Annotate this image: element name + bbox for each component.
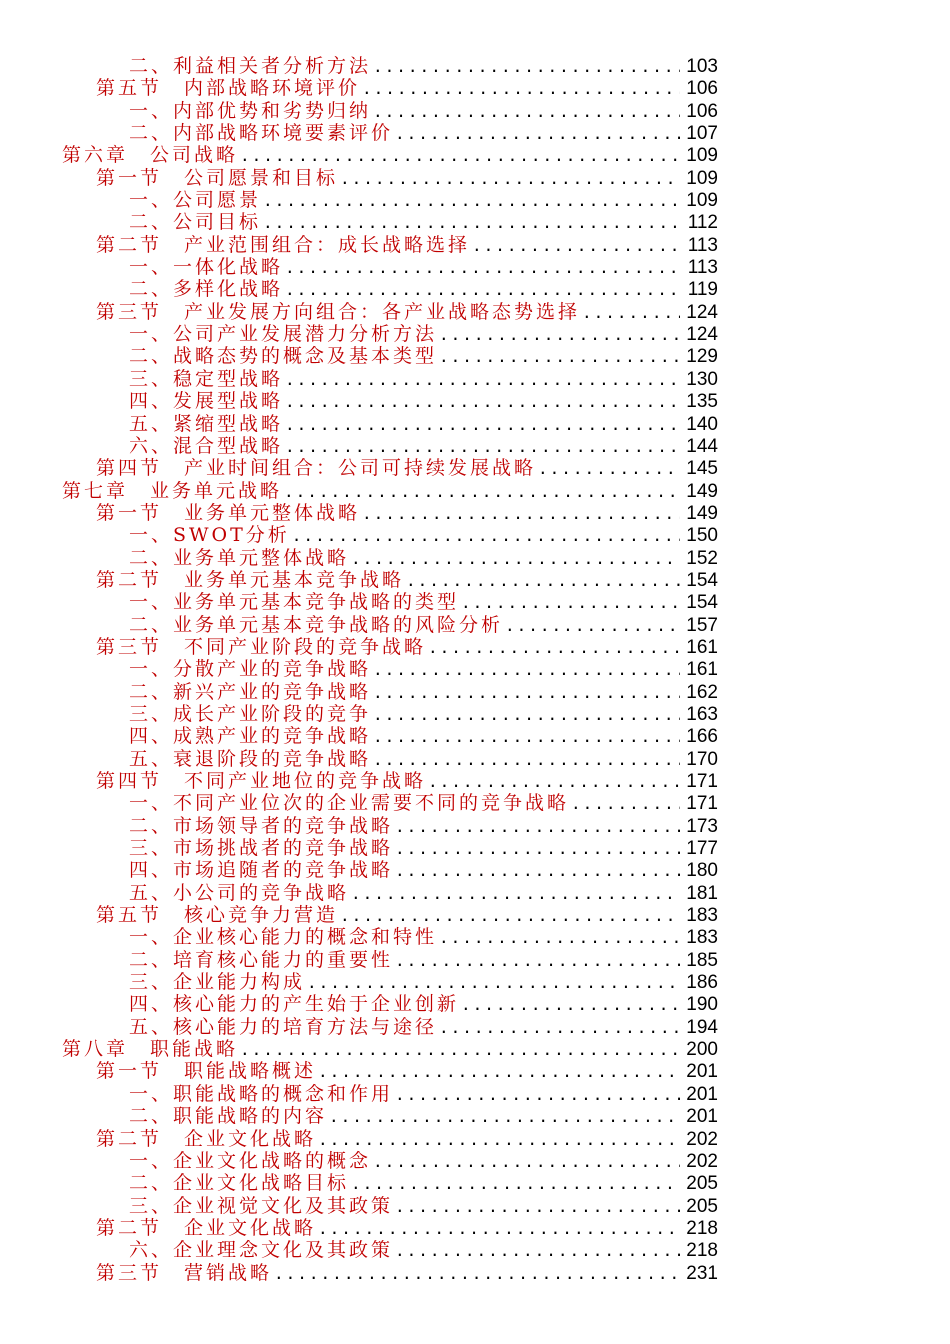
toc-entry-title: 三、稳定型战略 bbox=[129, 367, 284, 390]
toc-entry-page-number: 119 bbox=[687, 279, 718, 301]
toc-entry-link[interactable] bbox=[129, 100, 718, 122]
toc-entry-page-number: 161 bbox=[686, 636, 718, 658]
toc-entry-link[interactable] bbox=[96, 1128, 718, 1150]
toc-entry-page-number: 149 bbox=[686, 502, 718, 524]
toc-entry-item bbox=[0, 1150, 950, 1172]
toc-dot-leader bbox=[362, 78, 680, 100]
toc-entry-item bbox=[0, 837, 950, 859]
toc-entry-section bbox=[0, 234, 950, 256]
toc-entry-title: 二、业务单元整体战略 bbox=[129, 546, 350, 569]
toc-entry-item bbox=[0, 748, 950, 770]
toc-entry-link[interactable] bbox=[129, 323, 718, 345]
toc-entry-item bbox=[0, 614, 950, 636]
toc-entry-title: 二、业务单元基本竞争战略的风险分析 bbox=[129, 613, 504, 636]
toc-entry-page-number: 162 bbox=[686, 681, 718, 703]
toc-entry-link[interactable] bbox=[129, 591, 718, 613]
toc-entry-item bbox=[0, 413, 950, 435]
toc-dot-leader bbox=[318, 1129, 680, 1151]
toc-entry-link[interactable] bbox=[129, 524, 718, 546]
toc-entry-link[interactable] bbox=[129, 547, 718, 569]
toc-dot-leader bbox=[395, 1196, 680, 1218]
toc-entry-title: 二、多样化战略 bbox=[129, 278, 284, 301]
toc-entry-title: 第二节 企业文化战略 bbox=[96, 1127, 317, 1150]
toc-dot-leader bbox=[318, 1218, 680, 1240]
toc-entry-title: 第一节 业务单元整体战略 bbox=[96, 501, 361, 524]
toc-dot-leader bbox=[318, 1061, 680, 1083]
toc-entry-title: 第二节 业务单元基本竞争战略 bbox=[96, 568, 405, 591]
toc-entry-item bbox=[0, 122, 950, 144]
toc-entry-link[interactable] bbox=[129, 1105, 718, 1127]
toc-entry-link[interactable] bbox=[129, 1016, 718, 1038]
toc-entry-title: 第八章 职能战略 bbox=[62, 1038, 239, 1061]
toc-entry-page-number: 157 bbox=[686, 614, 718, 636]
toc-entry-page-number: 171 bbox=[686, 771, 718, 792]
toc-entry-page-number: 109 bbox=[686, 167, 718, 189]
toc-entry-section bbox=[0, 502, 950, 524]
toc-entry-page-number: 194 bbox=[686, 1016, 718, 1038]
toc-entry-link[interactable] bbox=[129, 1150, 718, 1172]
toc-entry-link[interactable] bbox=[129, 949, 718, 971]
toc-entry-title: 一、公司愿景 bbox=[129, 189, 262, 212]
toc-entry-link[interactable] bbox=[96, 1060, 718, 1082]
toc-dot-leader bbox=[285, 436, 680, 458]
toc-entry-item bbox=[0, 524, 950, 546]
toc-entry-item bbox=[0, 971, 950, 993]
toc-entry-link[interactable] bbox=[96, 301, 718, 323]
toc-entry-page-number: 103 bbox=[686, 56, 718, 77]
toc-entry-link[interactable] bbox=[129, 993, 718, 1015]
toc-entry-link[interactable] bbox=[129, 748, 718, 770]
toc-entry-page-number: 113 bbox=[687, 234, 718, 256]
toc-dot-leader bbox=[263, 190, 680, 212]
toc-entry-item bbox=[0, 815, 950, 837]
toc-dot-leader bbox=[285, 257, 680, 279]
toc-entry-page-number: 130 bbox=[686, 368, 718, 390]
toc-entry-title: 四、市场追随者的竞争战略 bbox=[129, 859, 394, 882]
toc-entry-section bbox=[0, 301, 950, 323]
toc-dot-leader bbox=[395, 950, 680, 972]
toc-entry-page-number: 201 bbox=[686, 1061, 718, 1083]
toc-entry-title: 二、利益相关者分析方法 bbox=[129, 55, 372, 77]
toc-entry-section bbox=[0, 457, 950, 479]
toc-entry-page-number: 186 bbox=[686, 972, 718, 994]
toc-entry-link[interactable] bbox=[129, 55, 718, 77]
toc-entry-link[interactable] bbox=[96, 770, 718, 792]
toc-entry-item bbox=[0, 703, 950, 725]
toc-entry-item bbox=[0, 993, 950, 1015]
toc-entry-chapter bbox=[0, 1038, 950, 1060]
toc-dot-leader bbox=[340, 905, 680, 927]
toc-entry-page-number: 202 bbox=[686, 1128, 718, 1150]
toc-dot-leader bbox=[284, 481, 680, 503]
toc-dot-leader bbox=[329, 1106, 680, 1128]
toc-entry-title: 三、企业能力构成 bbox=[129, 971, 306, 994]
toc-entry-page-number: 150 bbox=[686, 525, 718, 547]
toc-entry-link[interactable] bbox=[129, 1083, 718, 1105]
toc-entry-link[interactable] bbox=[129, 435, 718, 457]
toc-entry-title: 第四节 产业时间组合：公司可持续发展战略 bbox=[96, 457, 537, 480]
toc-dot-leader bbox=[505, 615, 680, 637]
toc-entry-link[interactable] bbox=[129, 256, 718, 278]
toc-dot-leader bbox=[439, 346, 680, 368]
toc-entry-title: 二、公司目标 bbox=[129, 211, 262, 234]
toc-entry-link[interactable] bbox=[96, 1217, 718, 1239]
toc-entry-section bbox=[0, 77, 950, 99]
toc-entry-link[interactable] bbox=[129, 345, 718, 367]
toc-dot-leader bbox=[395, 860, 680, 882]
toc-entry-page-number: 205 bbox=[686, 1195, 718, 1217]
toc-entry-page-number: 201 bbox=[686, 1083, 718, 1105]
toc-entry-item bbox=[0, 1172, 950, 1194]
toc-entry-page-number: 109 bbox=[686, 145, 718, 167]
toc-entry-link[interactable] bbox=[129, 725, 718, 747]
toc-dot-leader bbox=[362, 503, 680, 525]
toc-entry-link[interactable] bbox=[129, 971, 718, 993]
toc-entry-item bbox=[0, 681, 950, 703]
toc-entry-item bbox=[0, 256, 950, 278]
toc-entry-link[interactable] bbox=[129, 792, 718, 814]
toc-entry-page-number: 154 bbox=[686, 569, 718, 591]
toc-entry-page-number: 163 bbox=[686, 703, 718, 725]
toc-entry-section bbox=[0, 1262, 950, 1284]
toc-entry-title: 六、企业理念文化及其政策 bbox=[129, 1239, 394, 1262]
toc-entry-link[interactable] bbox=[129, 703, 718, 725]
toc-dot-leader bbox=[285, 369, 680, 391]
toc-entry-link[interactable] bbox=[129, 658, 718, 680]
toc-dot-leader bbox=[439, 927, 680, 949]
toc-entry-page-number: 180 bbox=[686, 860, 718, 882]
toc-entry-page-number: 183 bbox=[686, 905, 718, 927]
toc-entry-title: 一、企业核心能力的概念和特性 bbox=[129, 926, 438, 949]
toc-entry-link[interactable] bbox=[96, 77, 718, 99]
toc-entry-chapter bbox=[0, 144, 950, 166]
toc-entry-item bbox=[0, 1239, 950, 1261]
toc-entry-title: 一、SWOT分析 bbox=[129, 524, 290, 547]
toc-dot-leader bbox=[395, 123, 680, 145]
toc-entry-title: 三、成长产业阶段的竞争 bbox=[129, 702, 372, 725]
toc-entry-section bbox=[0, 1060, 950, 1082]
toc-entry-page-number: 129 bbox=[686, 346, 718, 368]
toc-entry-title: 二、新兴产业的竞争战略 bbox=[129, 680, 372, 703]
toc-entry-title: 二、培育核心能力的重要性 bbox=[129, 948, 394, 971]
toc-dot-leader bbox=[538, 458, 680, 480]
toc-entry-page-number: 112 bbox=[687, 212, 718, 234]
toc-entry-title: 二、职能战略的内容 bbox=[129, 1105, 328, 1128]
toc-entry-item bbox=[0, 323, 950, 345]
toc-entry-item bbox=[0, 1105, 950, 1127]
toc-entry-title: 四、发展型战略 bbox=[129, 390, 284, 413]
toc-dot-leader bbox=[472, 235, 680, 257]
toc-entry-title: 一、职能战略的概念和作用 bbox=[129, 1082, 394, 1105]
toc-entry-page-number: 200 bbox=[686, 1039, 718, 1061]
toc-dot-leader bbox=[373, 56, 680, 78]
toc-entry-link[interactable] bbox=[129, 278, 718, 300]
toc-dot-leader bbox=[373, 1151, 680, 1173]
toc-entry-page-number: 183 bbox=[686, 927, 718, 949]
toc-entry-page-number: 145 bbox=[686, 458, 718, 480]
toc-dot-leader bbox=[285, 279, 680, 301]
toc-dot-leader bbox=[373, 101, 680, 123]
toc-entry-page-number: 185 bbox=[686, 949, 718, 971]
toc-entry-page-number: 135 bbox=[686, 391, 718, 413]
toc-entry-item bbox=[0, 792, 950, 814]
toc-entry-title: 一、一体化战略 bbox=[129, 256, 284, 279]
toc-entry-link[interactable] bbox=[129, 122, 718, 144]
toc-dot-leader bbox=[461, 592, 680, 614]
toc-entry-page-number: 218 bbox=[686, 1240, 718, 1262]
toc-dot-leader bbox=[395, 816, 680, 838]
toc-entry-title: 第四节 不同产业地位的竞争战略 bbox=[96, 770, 427, 792]
toc-entry-section bbox=[0, 1128, 950, 1150]
toc-entry-section bbox=[0, 1217, 950, 1239]
toc-dot-leader bbox=[351, 1173, 680, 1195]
toc-entry-title: 一、企业文化战略的概念 bbox=[129, 1149, 372, 1172]
toc-entry-page-number: 202 bbox=[686, 1150, 718, 1172]
toc-dot-leader bbox=[582, 302, 680, 324]
toc-entry-link[interactable] bbox=[129, 882, 718, 904]
toc-entry-link[interactable] bbox=[129, 1172, 718, 1194]
toc-dot-leader bbox=[263, 212, 680, 234]
toc-entry-item bbox=[0, 1195, 950, 1217]
toc-entry-item bbox=[0, 390, 950, 412]
toc-entry-item bbox=[0, 189, 950, 211]
toc-entry-item bbox=[0, 55, 950, 77]
toc-entry-link[interactable] bbox=[129, 189, 718, 211]
toc-entry-title: 第三节 产业发展方向组合：各产业战略态势选择 bbox=[96, 300, 581, 323]
toc-entry-title: 三、企业视觉文化及其政策 bbox=[129, 1194, 394, 1217]
toc-entry-link[interactable] bbox=[96, 234, 718, 256]
toc-dot-leader bbox=[285, 414, 680, 436]
toc-entry-link[interactable] bbox=[129, 681, 718, 703]
toc-entry-item bbox=[0, 435, 950, 457]
toc-entry-page-number: 154 bbox=[686, 592, 718, 614]
toc-dot-leader bbox=[406, 570, 680, 592]
toc-entry-page-number: 106 bbox=[686, 100, 718, 122]
toc-entry-page-number: 113 bbox=[687, 257, 718, 279]
toc-entry-link[interactable] bbox=[129, 815, 718, 837]
toc-entry-link[interactable] bbox=[129, 1239, 718, 1261]
toc-entry-page-number: 106 bbox=[686, 78, 718, 100]
toc-entry-title: 五、衰退阶段的竞争战略 bbox=[129, 747, 372, 770]
toc-dot-leader bbox=[571, 793, 680, 815]
toc-entry-page-number: 109 bbox=[686, 190, 718, 212]
toc-entry-title: 五、紧缩型战略 bbox=[129, 412, 284, 435]
toc-entry-page-number: 181 bbox=[686, 882, 718, 904]
toc-entry-item bbox=[0, 658, 950, 680]
toc-dot-leader bbox=[428, 637, 680, 659]
toc-dot-leader bbox=[373, 749, 680, 771]
toc-entry-link[interactable] bbox=[129, 926, 718, 948]
toc-entry-title: 第七章 业务单元战略 bbox=[62, 479, 283, 502]
toc-dot-leader bbox=[428, 771, 680, 793]
toc-entry-title: 一、业务单元基本竞争战略的类型 bbox=[129, 591, 460, 614]
toc-entry-title: 第五节 核心竞争力营造 bbox=[96, 904, 339, 927]
toc-entry-item bbox=[0, 368, 950, 390]
toc-entry-section bbox=[0, 167, 950, 189]
toc-entry-title: 五、小公司的竞争战略 bbox=[129, 881, 350, 904]
toc-entry-link[interactable] bbox=[129, 1195, 718, 1217]
toc-entry-item bbox=[0, 949, 950, 971]
toc-entry-title: 四、核心能力的产生始于企业创新 bbox=[129, 993, 460, 1016]
toc-entry-page-number: 149 bbox=[686, 480, 718, 502]
toc-entry-item bbox=[0, 725, 950, 747]
toc-dot-leader bbox=[373, 659, 680, 681]
toc-entry-link[interactable] bbox=[129, 614, 718, 636]
toc-entry-title: 六、混合型战略 bbox=[129, 434, 284, 457]
toc-entry-title: 三、市场挑战者的竞争战略 bbox=[129, 837, 394, 860]
toc-entry-item bbox=[0, 1083, 950, 1105]
toc-entry-item bbox=[0, 1016, 950, 1038]
toc-entry-title: 五、核心能力的培育方法与途径 bbox=[129, 1015, 438, 1038]
toc-entry-link[interactable] bbox=[96, 457, 718, 479]
toc-entry-title: 第一节 公司愿景和目标 bbox=[96, 166, 339, 189]
toc-entry-link[interactable] bbox=[96, 502, 718, 524]
toc-entry-item bbox=[0, 345, 950, 367]
toc-entry-link[interactable] bbox=[129, 368, 718, 390]
toc-entry-link[interactable] bbox=[96, 1262, 718, 1284]
toc-dot-leader bbox=[351, 548, 680, 570]
toc-entry-page-number: 166 bbox=[686, 726, 718, 748]
toc-entry-item bbox=[0, 278, 950, 300]
toc-entry-link[interactable] bbox=[96, 904, 718, 926]
toc-entry-title: 二、市场领导者的竞争战略 bbox=[129, 814, 394, 837]
toc-entry-title: 二、战略态势的概念及基本类型 bbox=[129, 345, 438, 368]
toc-entry-title: 二、企业文化战略目标 bbox=[129, 1172, 350, 1195]
toc-entry-link[interactable] bbox=[129, 837, 718, 859]
toc-entry-page-number: 190 bbox=[686, 994, 718, 1016]
toc-entry-item bbox=[0, 591, 950, 613]
toc-entry-link[interactable] bbox=[129, 390, 718, 412]
toc-dot-leader bbox=[395, 1240, 680, 1262]
toc-entry-page-number: 173 bbox=[686, 815, 718, 837]
toc-entry-page-number: 170 bbox=[686, 748, 718, 770]
toc-entry-title: 一、分散产业的竞争战略 bbox=[129, 658, 372, 681]
toc-entry-page-number: 205 bbox=[686, 1173, 718, 1195]
toc-entry-title: 一、公司产业发展潜力分析方法 bbox=[129, 323, 438, 346]
toc-dot-leader bbox=[439, 1017, 680, 1039]
toc-entry-title: 二、内部战略环境要素评价 bbox=[129, 122, 394, 145]
toc-dot-leader bbox=[340, 168, 680, 190]
toc-entry-page-number: 124 bbox=[686, 301, 718, 323]
toc-entry-page-number: 161 bbox=[686, 659, 718, 681]
toc-entry-section bbox=[0, 904, 950, 926]
table-of-contents bbox=[0, 55, 950, 1284]
toc-entry-link[interactable] bbox=[129, 211, 718, 233]
toc-entry-page-number: 171 bbox=[686, 793, 718, 815]
toc-entry-link[interactable] bbox=[129, 859, 718, 881]
toc-entry-page-number: 231 bbox=[686, 1262, 718, 1284]
toc-entry-title: 第六章 公司战略 bbox=[62, 144, 239, 167]
toc-dot-leader bbox=[274, 1263, 680, 1285]
toc-entry-section bbox=[0, 770, 950, 792]
toc-dot-leader bbox=[285, 391, 680, 413]
toc-entry-item bbox=[0, 211, 950, 233]
toc-entry-section bbox=[0, 569, 950, 591]
toc-dot-leader bbox=[373, 704, 680, 726]
toc-entry-title: 一、不同产业位次的企业需要不同的竞争战略 bbox=[129, 792, 570, 815]
toc-dot-leader bbox=[461, 994, 680, 1016]
toc-entry-link[interactable] bbox=[62, 480, 718, 502]
toc-entry-page-number: 201 bbox=[686, 1106, 718, 1128]
toc-dot-leader bbox=[292, 525, 680, 547]
toc-dot-leader bbox=[240, 145, 680, 167]
toc-entry-page-number: 124 bbox=[686, 324, 718, 346]
toc-entry-page-number: 152 bbox=[686, 547, 718, 569]
toc-entry-page-number: 144 bbox=[686, 435, 718, 457]
toc-entry-title: 第一节 职能战略概述 bbox=[96, 1060, 317, 1083]
toc-entry-title: 第三节 不同产业阶段的竞争战略 bbox=[96, 635, 427, 658]
toc-entry-item bbox=[0, 926, 950, 948]
toc-entry-item bbox=[0, 859, 950, 881]
toc-entry-chapter bbox=[0, 480, 950, 502]
toc-entry-item bbox=[0, 100, 950, 122]
toc-dot-leader bbox=[439, 324, 680, 346]
toc-dot-leader bbox=[351, 883, 680, 905]
toc-entry-title: 一、内部优势和劣势归纳 bbox=[129, 99, 372, 122]
toc-entry-title: 第二节 产业范围组合：成长战略选择 bbox=[96, 233, 471, 256]
toc-entry-page-number: 177 bbox=[686, 838, 718, 860]
toc-dot-leader bbox=[373, 682, 680, 704]
toc-entry-page-number: 140 bbox=[686, 413, 718, 435]
toc-entry-item bbox=[0, 547, 950, 569]
toc-entry-link[interactable] bbox=[96, 636, 718, 658]
toc-entry-section bbox=[0, 636, 950, 658]
toc-dot-leader bbox=[240, 1039, 680, 1061]
toc-dot-leader bbox=[395, 1084, 680, 1106]
toc-entry-link[interactable] bbox=[96, 167, 718, 189]
toc-entry-link[interactable] bbox=[129, 413, 718, 435]
toc-dot-leader bbox=[395, 838, 680, 860]
toc-dot-leader bbox=[307, 972, 680, 994]
toc-entry-title: 第三节 营销战略 bbox=[96, 1261, 273, 1284]
toc-entry-link[interactable] bbox=[62, 144, 718, 166]
toc-entry-title: 第五节 内部战略环境评价 bbox=[96, 77, 361, 100]
toc-entry-link[interactable] bbox=[96, 569, 718, 591]
toc-entry-title: 四、成熟产业的竞争战略 bbox=[129, 725, 372, 748]
toc-entry-link[interactable] bbox=[62, 1038, 718, 1060]
toc-entry-title: 第二节 企业文化战略 bbox=[96, 1216, 317, 1239]
toc-entry-page-number: 107 bbox=[686, 123, 718, 145]
toc-entry-item bbox=[0, 882, 950, 904]
toc-entry-page-number: 218 bbox=[686, 1217, 718, 1239]
toc-dot-leader bbox=[373, 726, 680, 748]
